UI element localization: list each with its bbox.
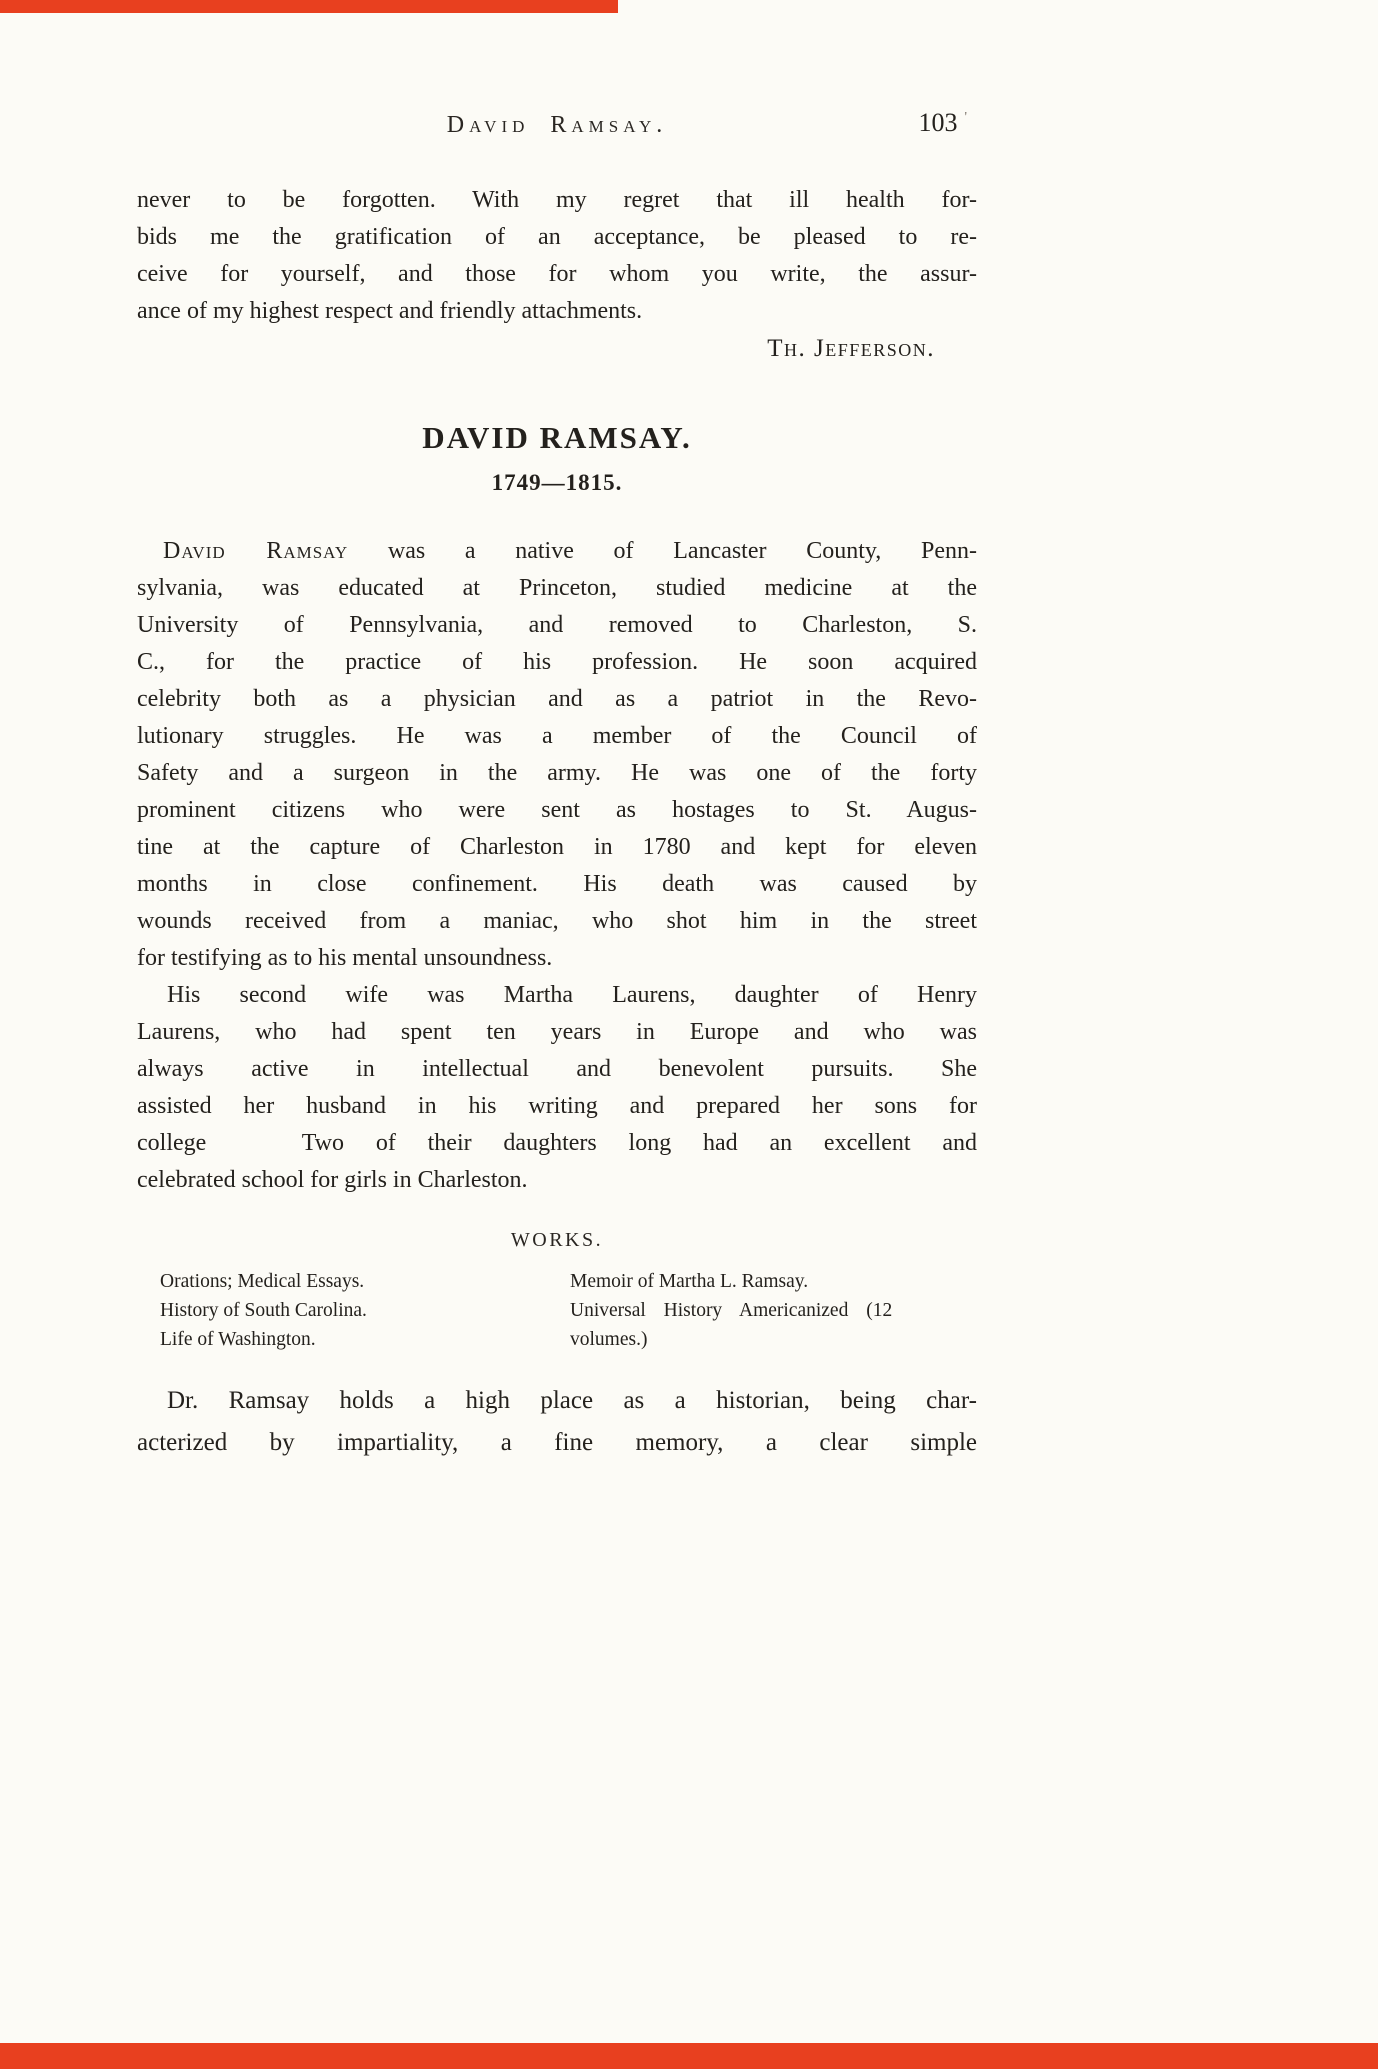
text-line: C., for the practice of his profession. He soon acquired	[137, 649, 977, 675]
text-line: celebrity both as a physician and as a patriot in the Revo-	[137, 686, 977, 712]
works-columns	[137, 1267, 977, 1354]
biography-paragraph-2	[137, 977, 977, 1199]
works-column-left	[160, 1267, 570, 1354]
text-line: assisted her husband in his writing and prepared her sons for	[137, 1093, 977, 1119]
text-line: Universal History Americanized (12	[570, 1300, 893, 1321]
page-number	[918, 108, 967, 138]
page-header	[137, 108, 977, 146]
small-caps-name: David Ramsay	[163, 538, 349, 564]
page-content	[137, 108, 977, 1464]
page-number-text: 103	[918, 108, 958, 137]
text-line: wounds received from a maniac, who shot him in the street	[137, 908, 977, 934]
text-line: His second wife was Martha Laurens, daughter of Henry	[167, 982, 977, 1008]
text-line: months in close confinement. His death was caused by	[137, 871, 977, 897]
text-line: sylvania, was educated at Princeton, studied medicine at the	[137, 575, 977, 601]
letter-lines	[137, 182, 977, 330]
scan-edge-artifact-bottom	[0, 2043, 1378, 2069]
text-line: celebrated school for girls in Charleston.	[137, 1167, 528, 1193]
text-line: Dr. Ramsay holds a high place as a historian, being char-	[167, 1387, 977, 1414]
works-section	[137, 1227, 977, 1354]
scan-edge-artifact-top	[0, 0, 618, 13]
text-line: ance of my highest respect and friendly attachments.	[137, 298, 643, 324]
text-line: History of South Carolina.	[160, 1300, 367, 1321]
text-line: University of Pennsylvania, and removed to Charleston, S.	[137, 612, 977, 638]
text-line: college Two of their daughters long had an excellent and	[137, 1130, 977, 1156]
text-line: Orations; Medical Essays.	[160, 1271, 365, 1292]
text-line: Safety and a surgeon in the army. He was one of the forty	[137, 760, 977, 786]
text-line: lutionary struggles. He was a member of the Council of	[137, 723, 977, 749]
text-line: ceive for yourself, and those for whom you write, the assur-	[137, 261, 977, 287]
works-heading: WORKS.	[510, 1229, 604, 1251]
text-line: tine at the capture of Charleston in 1780 and kept for eleven	[137, 834, 977, 860]
text-line: for testifying as to his mental unsoundness.	[137, 945, 553, 971]
letter-closing-paragraph	[137, 182, 977, 367]
closing-paragraph	[137, 1380, 977, 1464]
letter-signature: Th. Jefferson.	[767, 335, 935, 362]
article-heading	[137, 419, 977, 497]
text-line: Memoir of Martha L. Ramsay.	[570, 1271, 809, 1292]
text-line: volumes.)	[570, 1329, 648, 1350]
scan-speck-mark: '	[964, 110, 967, 126]
works-column-right	[570, 1267, 977, 1354]
article-title: DAVID RAMSAY.	[422, 420, 692, 455]
text-line: acterized by impartiality, a fine memory, a clear simple	[137, 1429, 977, 1456]
text-line: never to be forgotten. With my regret that ill health for-	[137, 187, 977, 213]
article-dates: 1749—1815.	[491, 470, 623, 495]
running-title: David Ramsay.	[446, 112, 668, 138]
text-line: always active in intellectual and benevolent pursuits. She	[137, 1056, 977, 1082]
text-line: Life of Washington.	[160, 1329, 316, 1350]
biography-paragraph-1	[137, 533, 977, 977]
text-line: Laurens, who had spent ten years in Europe and who was	[137, 1019, 977, 1045]
text-line: bids me the gratification of an acceptance, be pleased to re-	[137, 224, 977, 250]
text-line: prominent citizens who were sent as hostages to St. Augus-	[137, 797, 977, 823]
text-line: David Ramsay was a native of Lancaster County, Penn-	[163, 538, 977, 564]
